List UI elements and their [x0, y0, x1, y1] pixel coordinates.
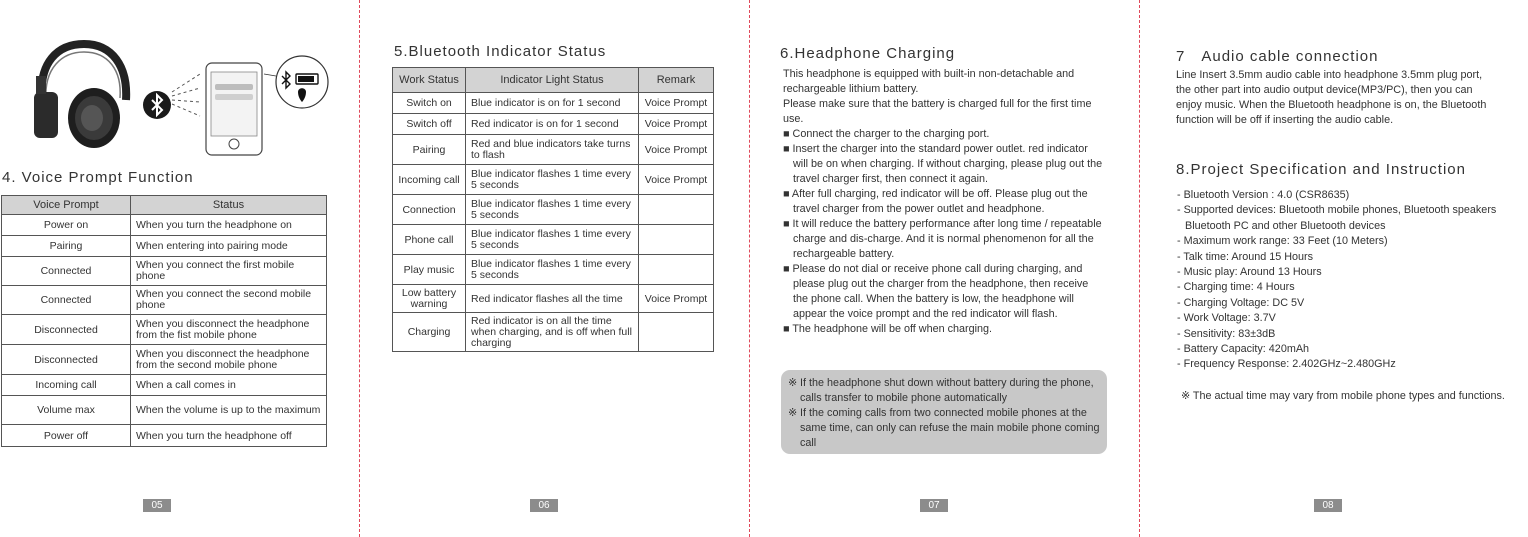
spec-note: ※ The actual time may vary from mobile phone types and functions. — [1181, 390, 1505, 402]
table-row — [393, 313, 714, 352]
spec-item: - Supported devices: Bluetooth mobile phones, Bluetooth speakers Bluetooth PC and other Bluetooth devices — [1177, 204, 1497, 232]
indicator-light-cell: Red indicator flashes all the time — [466, 285, 639, 313]
spec-item: - Charging time: 4 Hours — [1177, 281, 1295, 294]
voice-prompt-cell: Pairing — [2, 236, 131, 257]
section5-title: 5.Bluetooth Indicator Status — [394, 43, 607, 60]
voice-prompt-table — [1, 195, 327, 447]
table-row — [2, 396, 327, 425]
voice-prompt-cell: Disconnected — [2, 345, 131, 375]
table-row — [2, 345, 327, 375]
charging-note: ※ If the coming calls from two connected mobile phones at the same time, can only can refuse the main mobile phone coming call — [788, 407, 1100, 449]
charging-notes — [788, 376, 1102, 451]
section6-title: 6.Headphone Charging — [780, 45, 956, 62]
table-row — [2, 286, 327, 315]
status-cell: When you connect the first mobile phone — [131, 257, 327, 286]
remark-cell — [639, 313, 714, 352]
work-status-cell: Play music — [393, 255, 466, 285]
work-status-cell: Pairing — [393, 135, 466, 165]
voice-prompt-cell: Connected — [2, 257, 131, 286]
table-row — [2, 236, 327, 257]
status-cell: When the volume is up to the maximum — [131, 396, 327, 425]
table-row — [2, 215, 327, 236]
page-divider — [749, 0, 750, 537]
work-status-cell: Charging — [393, 313, 466, 352]
charging-bullet: ■ After full charging, red indicator will be off. Please plug out the travel charger from the power outlet and headphone. — [783, 188, 1088, 215]
audio-cable-text: Line Insert 3.5mm audio cable into headphone 3.5mm plug port, the other part into audio output device(MP3/PC), then you can enjoy music. When the Bluetooth headphone is on, the Bluetooth function will be off if inserting the audio cable. — [1176, 69, 1487, 126]
indicator-light-cell: Blue indicator is on for 1 second — [466, 93, 639, 114]
table-row — [393, 225, 714, 255]
remark-cell — [639, 255, 714, 285]
table-row — [393, 195, 714, 225]
column-header: Voice Prompt — [2, 196, 131, 215]
status-cell: When you connect the second mobile phone — [131, 286, 327, 315]
charging-bullet: ■ Please do not dial or receive phone call during charging, and please plug out the charger from the headphone, then receive the phone call. When the battery is low, the headphone will appear the voice prompt and the red indicator will flash. — [783, 263, 1089, 320]
status-cell: When entering into pairing mode — [131, 236, 327, 257]
spec-item: - Work Voltage: 3.7V — [1177, 312, 1276, 325]
specification-list — [1177, 188, 1497, 373]
page-number: 07 — [920, 499, 948, 512]
table-row — [2, 257, 327, 286]
work-status-cell: Switch off — [393, 114, 466, 135]
status-cell: When a call comes in — [131, 375, 327, 396]
bluetooth-indicator-table — [392, 67, 714, 352]
spec-item: - Battery Capacity: 420mAh — [1177, 343, 1310, 356]
spec-item: - Bluetooth Version : 4.0 (CSR8635) — [1177, 189, 1350, 201]
indicator-light-cell: Red indicator is on all the time when charging, and is off when full charging — [466, 313, 639, 352]
page-number: 08 — [1314, 499, 1342, 512]
remark-cell — [639, 195, 714, 225]
charging-bullet: ■ Connect the charger to the charging port. — [783, 128, 990, 140]
column-header: Work Status — [393, 68, 466, 93]
table-row — [393, 255, 714, 285]
status-cell: When you disconnect the headphone from the fist mobile phone — [131, 315, 327, 345]
table-row — [2, 315, 327, 345]
table-row — [2, 425, 327, 447]
spec-item: - Sensitivity: 83±3dB — [1177, 327, 1276, 340]
spec-item: - Talk time: Around 15 Hours — [1177, 250, 1314, 263]
table-row — [393, 135, 714, 165]
table-row — [393, 93, 714, 114]
section8-title: 8.Project Specification and Instruction — [1176, 161, 1466, 178]
section4-title: 4. Voice Prompt Function — [2, 169, 194, 186]
remark-cell: Voice Prompt — [639, 135, 714, 165]
status-cell: When you turn the headphone on — [131, 215, 327, 236]
voice-prompt-cell: Incoming call — [2, 375, 131, 396]
charging-instructions — [783, 67, 1105, 337]
voice-prompt-cell: Volume max — [2, 396, 131, 425]
section7-title: 7 Audio cable connection — [1176, 48, 1379, 65]
table-row — [393, 114, 714, 135]
table-row — [393, 165, 714, 195]
headphone-illustration — [28, 40, 132, 152]
charging-bullet: ■ Insert the charger into the standard power outlet. red indicator will be on when charging. If without charging, please plug out the travel charger first, then connect it again. — [783, 143, 1103, 185]
indicator-light-cell: Red indicator is on for 1 second — [466, 114, 639, 135]
spec-item: - Frequency Response: 2.402GHz~2.480GHz — [1177, 358, 1396, 371]
indicator-light-cell: Blue indicator flashes 1 time every 5 seconds — [466, 195, 639, 225]
page-number: 05 — [143, 499, 171, 512]
work-status-cell: Phone call — [393, 225, 466, 255]
charging-bullet: ■ It will reduce the battery performance after long time / repeatable charge and dis-charge. And it is normal phenomenon for all the rechargeable battery. — [783, 218, 1102, 260]
charging-intro: This headphone is equipped with built-in non-detachable and rechargeable lithium battery. — [783, 68, 1075, 95]
column-header: Indicator Light Status — [466, 68, 639, 93]
column-header: Status — [131, 196, 327, 215]
voice-prompt-cell: Connected — [2, 286, 131, 315]
remark-cell: Voice Prompt — [639, 93, 714, 114]
table-row — [2, 375, 327, 396]
smartphone-illustration — [205, 62, 263, 156]
signal-lines-icon — [168, 68, 204, 124]
remark-cell — [639, 225, 714, 255]
voice-prompt-cell: Disconnected — [2, 315, 131, 345]
charging-note: ※ If the headphone shut down without battery during the phone, calls transfer to mobile phone automatically — [788, 377, 1094, 404]
work-status-cell: Incoming call — [393, 165, 466, 195]
status-cell: When you disconnect the headphone from the second mobile phone — [131, 345, 327, 375]
indicator-light-cell: Red and blue indicators take turns to flash — [466, 135, 639, 165]
page-divider — [359, 0, 360, 537]
remark-cell: Voice Prompt — [639, 165, 714, 195]
table-row — [393, 285, 714, 313]
indicator-light-cell: Blue indicator flashes 1 time every 5 seconds — [466, 225, 639, 255]
voice-prompt-cell: Power on — [2, 215, 131, 236]
spec-item: - Charging Voltage: DC 5V — [1177, 296, 1305, 309]
work-status-cell: Switch on — [393, 93, 466, 114]
indicator-light-cell: Blue indicator flashes 1 time every 5 seconds — [466, 165, 639, 195]
work-status-cell: Low battery warning — [393, 285, 466, 313]
spec-item: - Maximum work range: 33 Feet (10 Meters) — [1177, 235, 1388, 248]
work-status-cell: Connection — [393, 195, 466, 225]
status-bar-zoom-icon — [262, 54, 330, 110]
spec-item: - Music play: Around 13 Hours — [1177, 266, 1322, 279]
column-header: Remark — [639, 68, 714, 93]
remark-cell: Voice Prompt — [639, 114, 714, 135]
charging-intro: Please make sure that the battery is charged full for the first time use. — [783, 98, 1092, 125]
remark-cell: Voice Prompt — [639, 285, 714, 313]
indicator-light-cell: Blue indicator flashes 1 time every 5 seconds — [466, 255, 639, 285]
page-divider — [1139, 0, 1140, 537]
charging-bullet: ■ The headphone will be off when charging. — [783, 323, 993, 335]
voice-prompt-cell: Power off — [2, 425, 131, 447]
page-number: 06 — [530, 499, 558, 512]
status-cell: When you turn the headphone off — [131, 425, 327, 447]
